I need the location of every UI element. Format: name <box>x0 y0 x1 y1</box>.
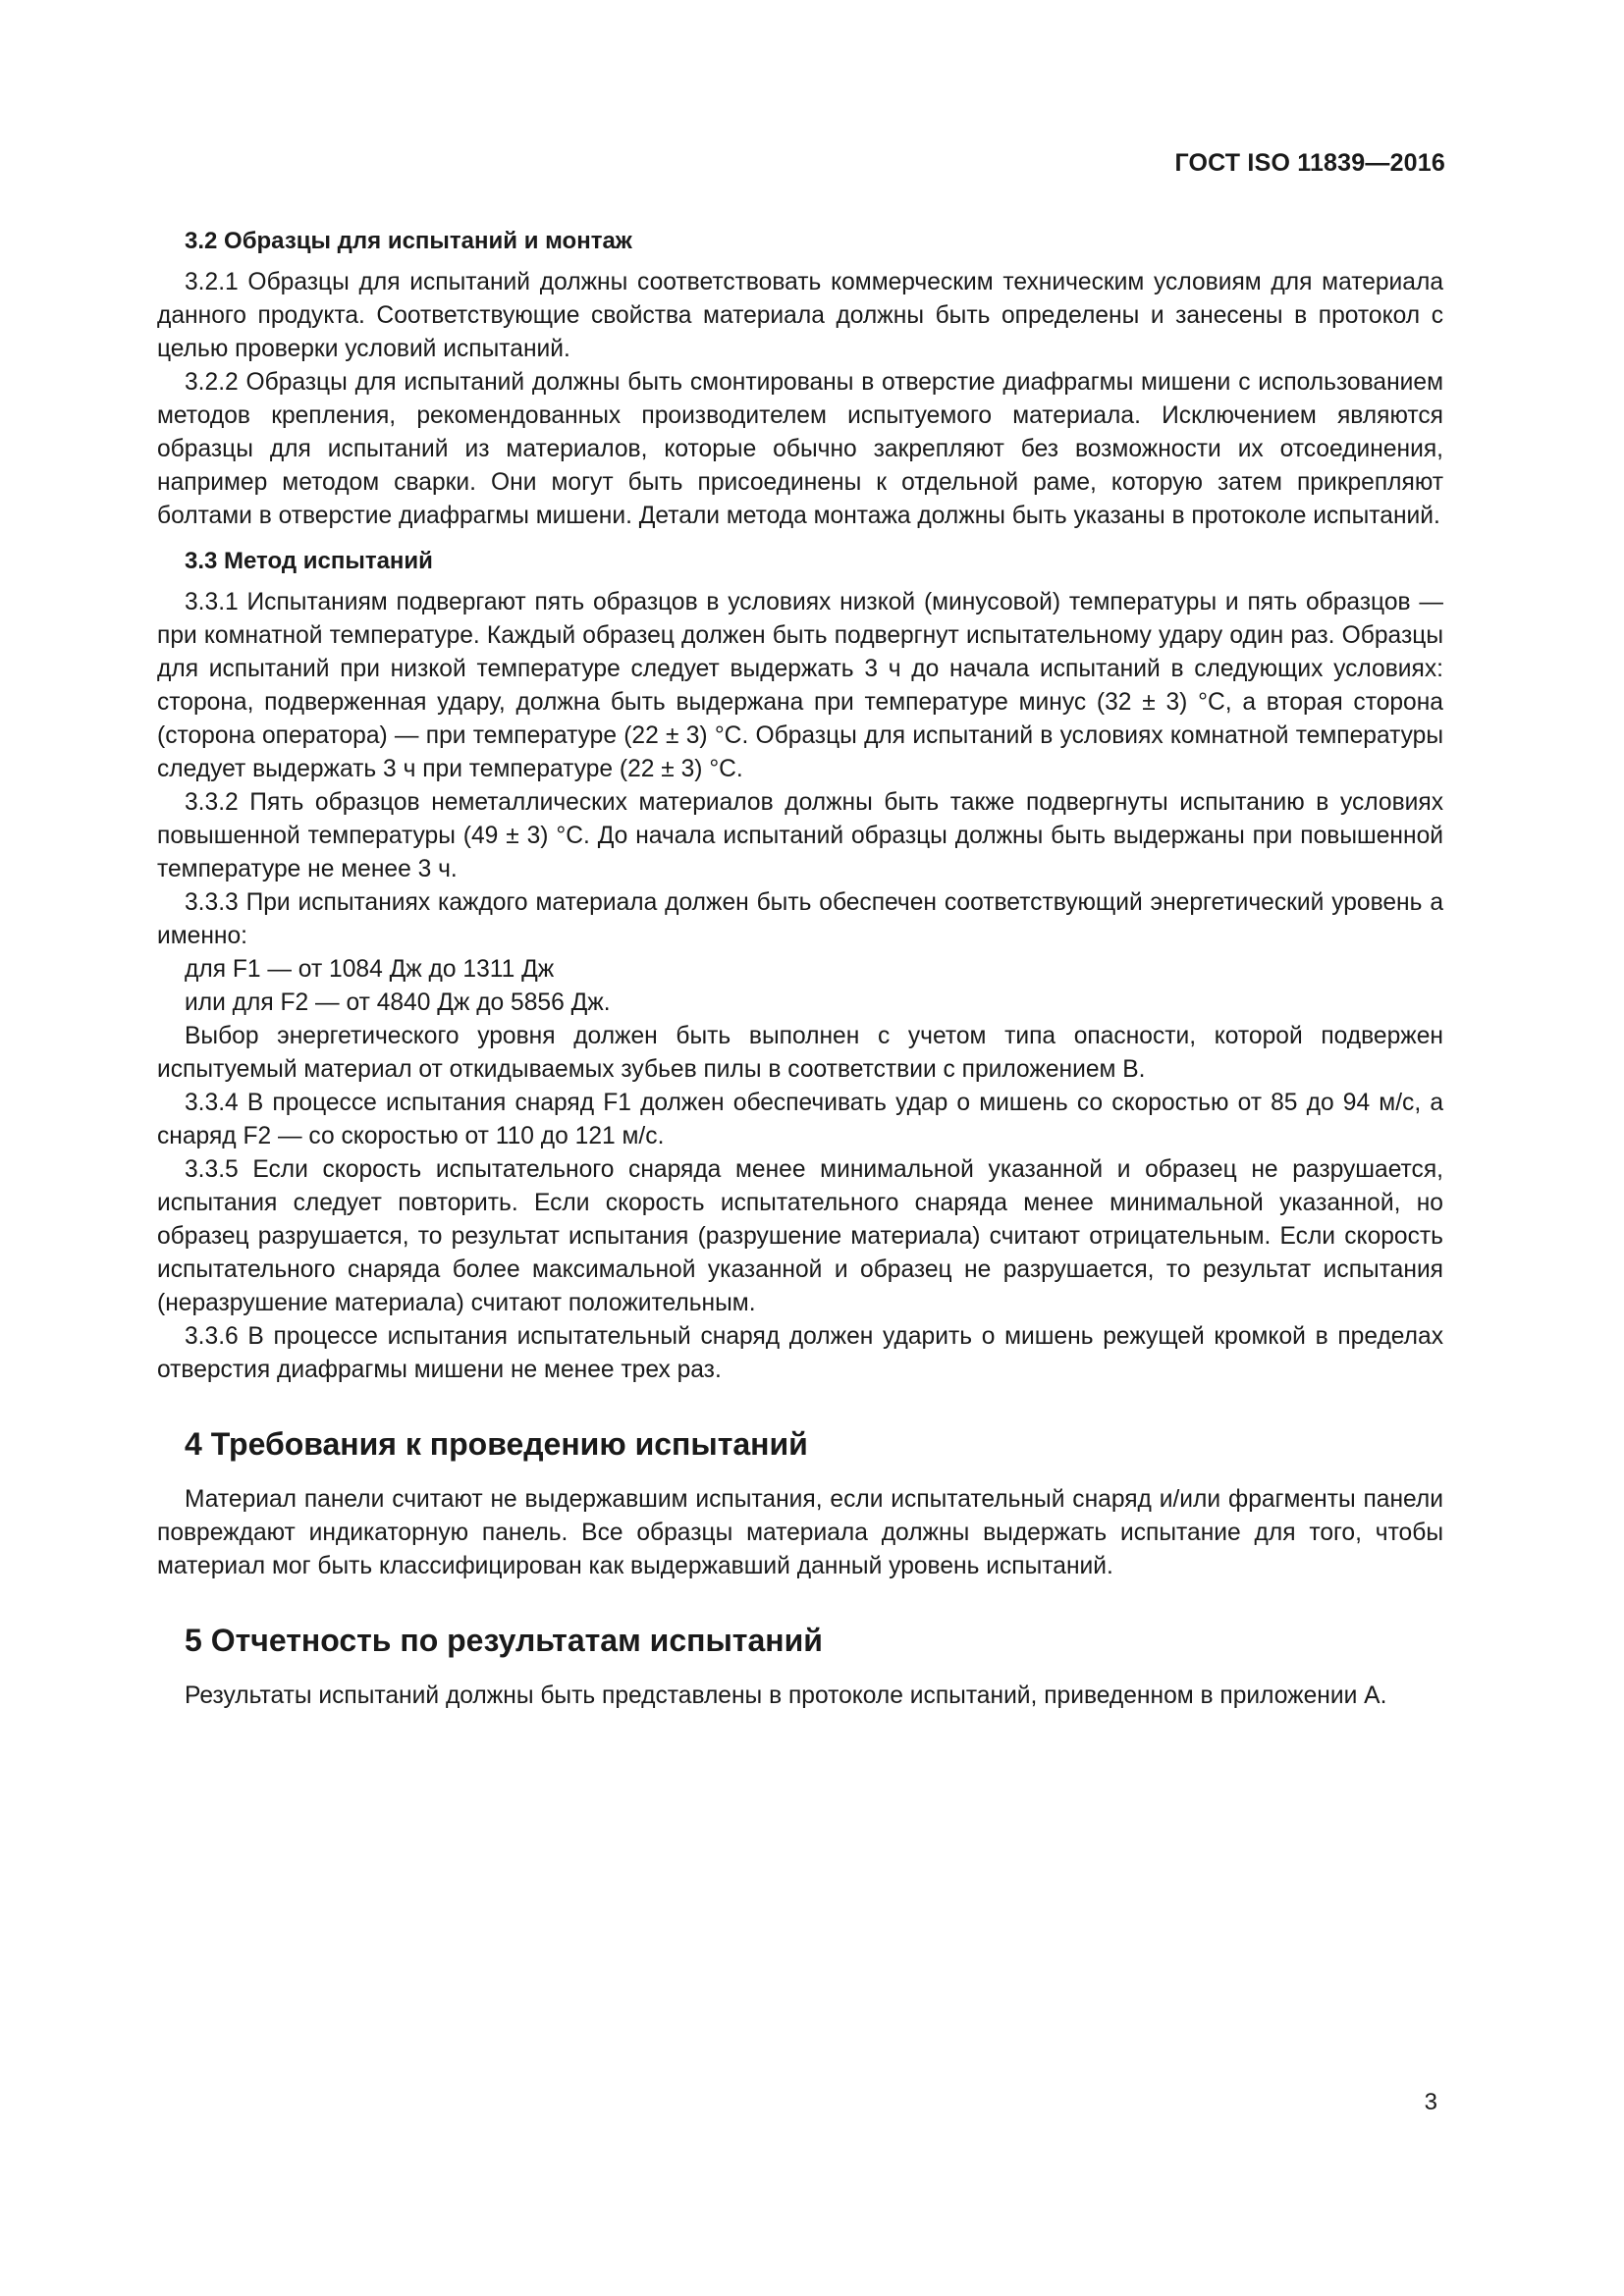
paragraph-3-3-2: 3.3.2 Пять образцов неметаллических материалов должны быть также подвергнуты испытанию в условиях повышенной температуры (49 ± 3) °С. До начала испытаний образцы должны быть выдержаны при повышенной температуре не менее 3 ч. <box>157 789 1443 882</box>
paragraph-3-3-3: 3.3.3 При испытаниях каждого материала должен быть обеспечен соответствующий энергетический уровень а именно: <box>157 889 1443 949</box>
energy-level-f1: для F1 — от 1084 Дж до 1311 Дж <box>185 956 555 983</box>
subsection-heading-3-3: 3.3 Метод испытаний <box>185 548 433 574</box>
section-heading-4: 4 Требования к проведению испытаний <box>185 1426 808 1462</box>
paragraph-3-3-3-note: Выбор энергетического уровня должен быть выполнен с учетом типа опасности, которой подвержен испытуемый материал от откидываемых зубьев пилы в соответствии с приложением В. <box>157 1023 1443 1083</box>
subsection-heading-3-2: 3.2 Образцы для испытаний и монтаж <box>185 228 632 254</box>
paragraph-3-3-4: 3.3.4 В процессе испытания снаряд F1 должен обеспечивать удар о мишень со скоростью от 85 до 94 м/с, а снаряд F2 — со скоростью от 110 до 121 м/с. <box>157 1090 1443 1149</box>
paragraph-5-1: Результаты испытаний должны быть представлены в протоколе испытаний, приведенном в приложении А. <box>185 1682 1387 1709</box>
paragraph-3-3-1: 3.3.1 Испытаниям подвергают пять образцов в условиях низкой (минусовой) температуры и пять образцов — при комнатной температуре. Каждый образец должен быть подвергнут испытательному удару один раз. Образцы для испытаний при низкой температуре следует выдержать 3 ч до начала испытаний в следующих условиях: сторона, подверженная удару, должна быть выдержана при температуре минус (32 ± 3) °С, а вторая сторона (сторона оператора) — при температуре (22 ± 3) °С. Образцы для испытаний в условиях комнатной температуры следует выдержать 3 ч при температуре (22 ± 3) °С. <box>157 589 1443 782</box>
paragraph-3-2-1: 3.2.1 Образцы для испытаний должны соответствовать коммерческим техническим условиям для материала данного продукта. Соответствующие свойства материала должны быть определены и занесены в протокол с целью проверки условий испытаний. <box>157 269 1443 362</box>
energy-level-f2: или для F2 — от 4840 Дж до 5856 Дж. <box>185 989 611 1016</box>
document-code-header: ГОСТ ISO 11839—2016 <box>1174 149 1445 177</box>
section-heading-5: 5 Отчетность по результатам испытаний <box>185 1623 823 1658</box>
page-number: 3 <box>1424 2089 1437 2115</box>
paragraph-4-1: Материал панели считают не выдержавшим испытания, если испытательный снаряд и/или фрагменты панели повреждают индикаторную панель. Все образцы материала должны выдержать испытание для того, чтобы материал мог быть классифицирован как выдержавший данный уровень испытаний. <box>157 1486 1443 1579</box>
paragraph-3-3-5: 3.3.5 Если скорость испытательного снаряда менее минимальной указанной и образец не разрушается, испытания следует повторить. Если скорость испытательного снаряда менее минимальной указанной, но образец разрушается, то результат испытания (разрушение материала) считают отрицательным. Если скорость испытательного снаряда более максимальной указанной и образец не разрушается, то результат испытания (неразрушение материала) считают положительным. <box>157 1156 1443 1316</box>
paragraph-3-3-6: 3.3.6 В процессе испытания испытательный снаряд должен ударить о мишень режущей кромкой в пределах отверстия диафрагмы мишени не менее трех раз. <box>157 1323 1443 1383</box>
document-body <box>157 225 1443 1713</box>
paragraph-3-2-2: 3.2.2 Образцы для испытаний должны быть смонтированы в отверстие диафрагмы мишени с использованием методов крепления, рекомендованных производителем испытуемого материала. Исключением являются образцы для испытаний из материалов, которые обычно закрепляют без возможности их отсоединения, например методом сварки. Они могут быть присоединены к отдельной раме, которую затем прикрепляют болтами в отверстие диафрагмы мишени. Детали метода монтажа должны быть указаны в протоколе испытаний. <box>157 369 1443 529</box>
